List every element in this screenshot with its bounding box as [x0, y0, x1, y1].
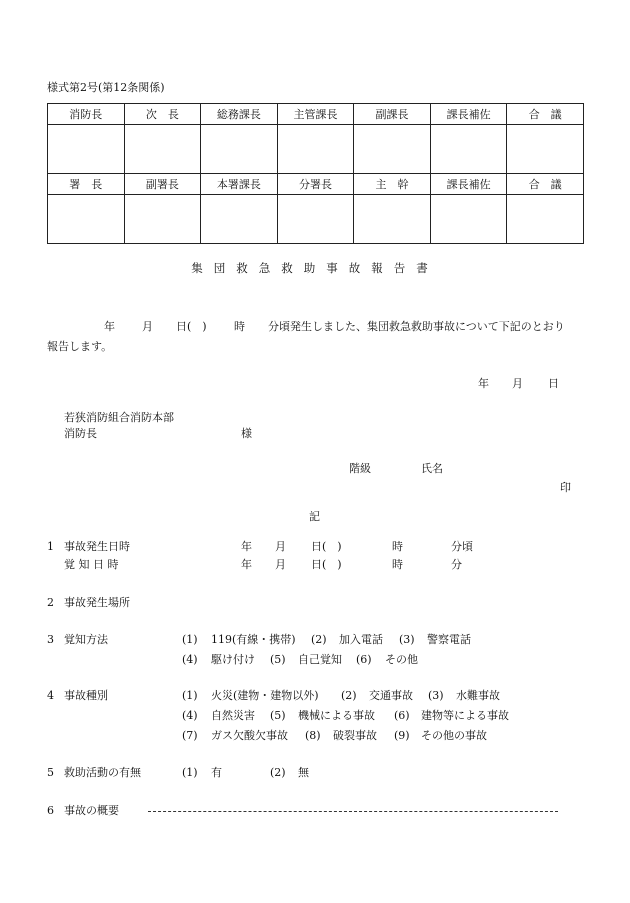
report-date-month: 月 — [512, 377, 523, 390]
option-number: (1) — [182, 689, 198, 702]
stamp-cell[interactable] — [48, 125, 125, 174]
approval-header: 総務課長 — [201, 104, 278, 125]
approval-header: 合 議 — [507, 174, 584, 195]
stamp-cell[interactable] — [201, 195, 278, 244]
stamp-cell[interactable] — [124, 195, 201, 244]
stamp-cell[interactable] — [48, 195, 125, 244]
option-number: (5) — [270, 709, 286, 722]
option-label: 火災(建物・建物以外) — [211, 689, 319, 702]
option-number: (1) — [182, 766, 198, 779]
item-number: 1 — [47, 540, 54, 553]
stamp-cell[interactable] — [277, 125, 354, 174]
option-number: (2) — [270, 766, 286, 779]
option-number: (9) — [394, 729, 410, 742]
approval-stamp-table — [47, 103, 584, 244]
intro-year: 年 — [104, 320, 115, 333]
option-label: ガス欠酸欠事故 — [211, 729, 288, 742]
option-label: 無 — [298, 766, 309, 779]
approval-header: 課長補佐 — [430, 174, 507, 195]
field-year: 年 — [241, 558, 252, 571]
intro-day: 日( ) — [176, 320, 207, 333]
report-date-day: 日 — [548, 377, 559, 390]
approval-header: 主管課長 — [277, 104, 354, 125]
document-title: 集団救急救助事故報告書 — [191, 261, 439, 275]
approval-header: 分署長 — [277, 174, 354, 195]
report-date-year: 年 — [478, 377, 489, 390]
item-label-awareness-datetime: 覚 知 日 時 — [64, 558, 119, 571]
addressee-honorific: 様 — [241, 427, 252, 440]
option-label: 119(有線・携帯) — [211, 633, 296, 646]
option-number: (2) — [341, 689, 357, 702]
stamp-cell[interactable] — [354, 195, 431, 244]
addressee-title: 消防長 — [64, 427, 97, 440]
option-number: (4) — [182, 709, 198, 722]
field-day: 日( ) — [311, 540, 342, 553]
option-number: (8) — [305, 729, 321, 742]
item-label-incident-datetime: 事故発生日時 — [64, 540, 130, 553]
field-hour: 時 — [392, 540, 403, 553]
intro-text-line2: 報告します。 — [47, 340, 113, 353]
rank-label: 階級 — [349, 462, 371, 475]
option-number: (5) — [270, 653, 286, 666]
item-number: 5 — [47, 766, 54, 779]
option-number: (6) — [394, 709, 410, 722]
intro-hour: 時 — [234, 320, 245, 333]
option-label: その他の事故 — [421, 729, 487, 742]
form-number-label: 様式第2号(第12条関係) — [47, 81, 165, 94]
option-number: (7) — [182, 729, 198, 742]
option-label: 加入電話 — [339, 633, 383, 646]
option-number: (6) — [356, 653, 372, 666]
stamp-cell[interactable] — [430, 195, 507, 244]
item-label-incident-summary: 事故の概要 — [64, 804, 119, 817]
item-number: 3 — [47, 633, 54, 646]
seal-mark: 印 — [560, 481, 571, 494]
stamp-cell[interactable] — [201, 125, 278, 174]
item-label-rescue-activity: 救助活動の有無 — [64, 766, 141, 779]
option-label: 破裂事故 — [333, 729, 377, 742]
option-label: 交通事故 — [369, 689, 413, 702]
item-label-incident-type: 事故種別 — [64, 689, 108, 702]
addressee-org: 若狭消防組合消防本部 — [64, 411, 174, 424]
stamp-cell[interactable] — [430, 125, 507, 174]
item-label-location: 事故発生場所 — [64, 596, 130, 609]
approval-header: 課長補佐 — [430, 104, 507, 125]
option-label: 自然災害 — [211, 709, 255, 722]
approval-header: 消防長 — [48, 104, 125, 125]
option-label: 機械による事故 — [298, 709, 375, 722]
option-number: (1) — [182, 633, 198, 646]
intro-month: 月 — [142, 320, 153, 333]
item-number: 6 — [47, 804, 54, 817]
field-month: 月 — [275, 558, 286, 571]
field-month: 月 — [275, 540, 286, 553]
field-minute: 分頃 — [451, 540, 473, 553]
option-label: 水難事故 — [456, 689, 500, 702]
approval-header: 本署課長 — [201, 174, 278, 195]
option-number: (3) — [428, 689, 444, 702]
approval-header: 副署長 — [124, 174, 201, 195]
stamp-cell[interactable] — [277, 195, 354, 244]
stamp-cell[interactable] — [354, 125, 431, 174]
option-number: (2) — [311, 633, 327, 646]
stamp-cell[interactable] — [124, 125, 201, 174]
field-year: 年 — [241, 540, 252, 553]
option-number: (4) — [182, 653, 198, 666]
option-label: 有 — [211, 766, 222, 779]
item-number: 4 — [47, 689, 54, 702]
option-label: 駆け付け — [211, 653, 255, 666]
item-number: 2 — [47, 596, 54, 609]
option-label: その他 — [385, 653, 418, 666]
option-label: 警察電話 — [427, 633, 471, 646]
summary-dashed-line[interactable] — [148, 811, 558, 812]
item-label-awareness-method: 覚知方法 — [64, 633, 108, 646]
approval-header: 副課長 — [354, 104, 431, 125]
stamp-cell[interactable] — [507, 125, 584, 174]
field-minute: 分 — [451, 558, 462, 571]
approval-header: 署 長 — [48, 174, 125, 195]
option-label: 建物等による事故 — [421, 709, 509, 722]
field-day: 日( ) — [311, 558, 342, 571]
option-label: 自己覚知 — [298, 653, 342, 666]
intro-text: 分頃発生しました、集団救急救助事故について下記のとおり — [268, 320, 565, 333]
approval-header: 主 幹 — [354, 174, 431, 195]
approval-header: 合 議 — [507, 104, 584, 125]
field-hour: 時 — [392, 558, 403, 571]
name-label: 氏名 — [421, 462, 443, 475]
option-number: (3) — [399, 633, 415, 646]
approval-header: 次 長 — [124, 104, 201, 125]
ki-heading: 記 — [309, 510, 320, 523]
stamp-cell[interactable] — [507, 195, 584, 244]
